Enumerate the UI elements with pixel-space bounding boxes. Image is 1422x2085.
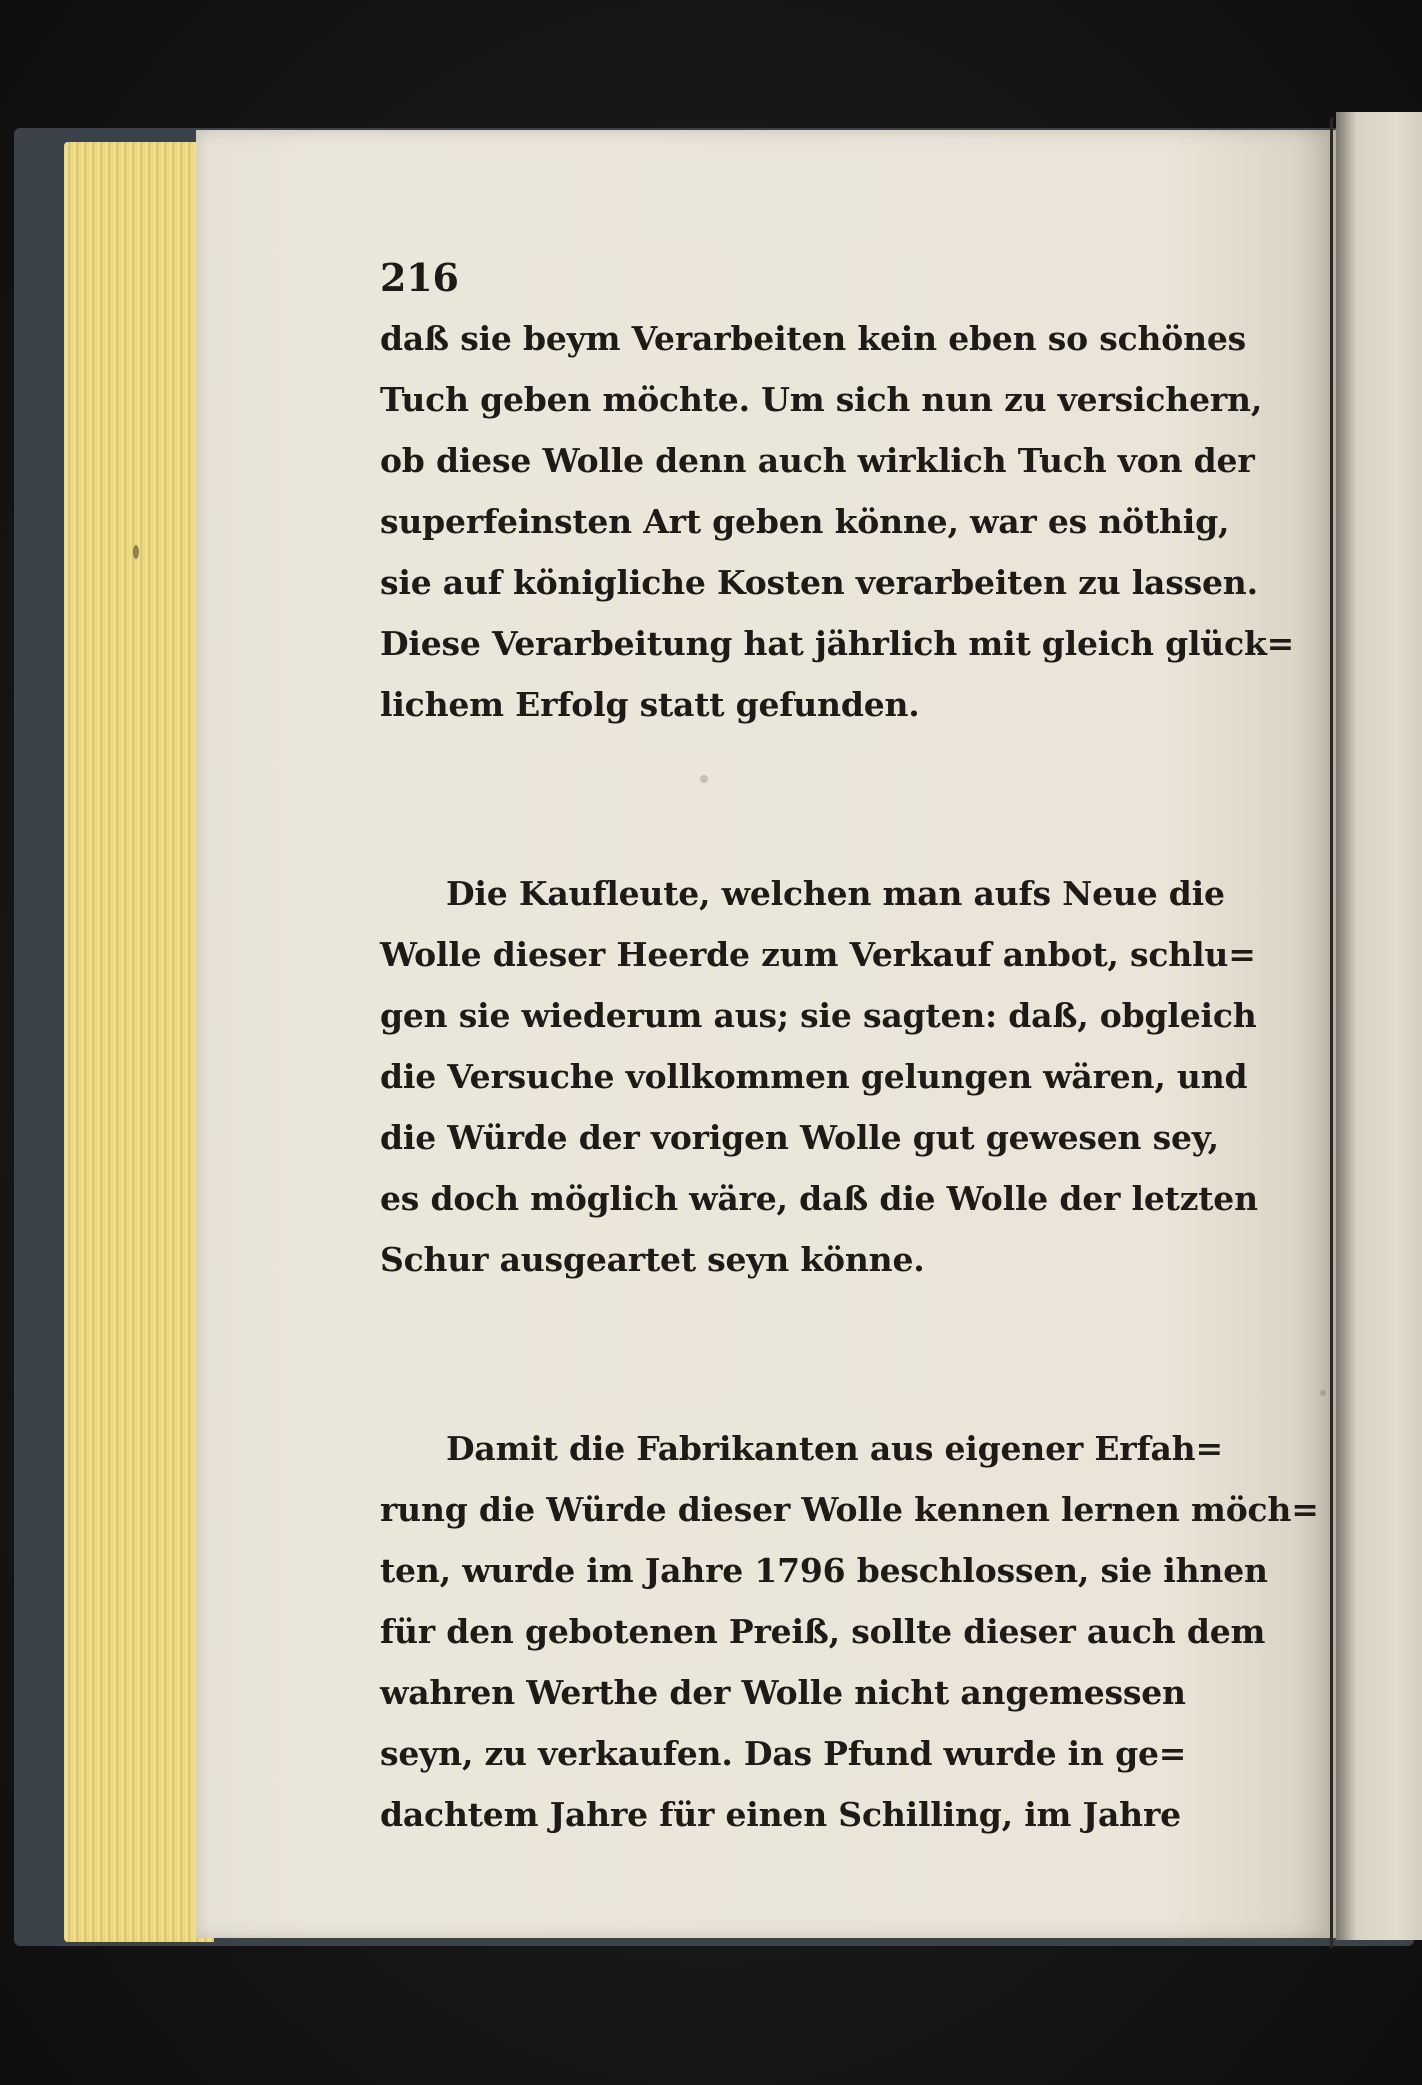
- text-line: daß sie beym Verarbeiten kein eben so schönes: [380, 319, 1247, 358]
- text-line: ob diese Wolle denn auch wirklich Tuch von der: [380, 441, 1255, 480]
- gutter: [1330, 118, 1333, 1948]
- text-line: ten, wurde im Jahre 1796 beschlossen, sie ihnen: [380, 1551, 1268, 1590]
- text-line: wahren Werthe der Wolle nicht angemessen: [380, 1673, 1186, 1712]
- facing-page-shadow: [1336, 112, 1356, 1940]
- text-line: die Versuche vollkommen gelungen wären, und: [380, 1057, 1248, 1096]
- text-line: gen sie wiederum aus; sie sagten: daß, obgleich: [380, 996, 1257, 1035]
- text-line: es doch möglich wäre, daß die Wolle der letzten: [380, 1179, 1258, 1218]
- text-line: für den gebotenen Preiß, sollte dieser auch dem: [380, 1612, 1266, 1651]
- text-line: Diese Verarbeitung hat jährlich mit gleich glück=: [380, 624, 1295, 663]
- text-line: Damit die Fabrikanten aus eigener Erfah=: [446, 1429, 1223, 1468]
- text-line: Tuch geben möchte. Um sich nun zu versichern,: [380, 380, 1263, 419]
- paragraph-2: [380, 863, 1258, 1290]
- text-line: seyn, zu verkaufen. Das Pfund wurde in ge=: [380, 1734, 1187, 1773]
- paragraph-gap: [380, 1290, 1180, 1418]
- paragraph-gap: [380, 735, 1180, 863]
- text-line: sie auf königliche Kosten verarbeiten zu lassen.: [380, 563, 1258, 602]
- paragraph-3: [380, 1418, 1319, 1845]
- page-text: [380, 250, 1319, 1845]
- text-line: superfeinsten Art geben könne, war es nöthig,: [380, 502, 1230, 541]
- text-line: Wolle dieser Heerde zum Verkauf anbot, schlu=: [380, 935, 1256, 974]
- page-number: 216: [380, 255, 459, 300]
- paragraph-1: [380, 308, 1295, 735]
- text-line: lichem Erfolg statt gefunden.: [380, 685, 920, 724]
- text-line: Schur ausgeartet seyn könne.: [380, 1240, 925, 1279]
- text-line: dachtem Jahre für einen Schilling, im Jahre: [380, 1795, 1181, 1834]
- text-line: Die Kaufleute, welchen man aufs Neue die: [446, 874, 1225, 913]
- text-line: die Würde der vorigen Wolle gut gewesen sey,: [380, 1118, 1219, 1157]
- paper-spot: [1320, 1390, 1326, 1396]
- text-line: rung die Würde dieser Wolle kennen lernen möch=: [380, 1490, 1319, 1529]
- page-edges: [64, 142, 214, 1942]
- page-edge-mark: [133, 545, 139, 559]
